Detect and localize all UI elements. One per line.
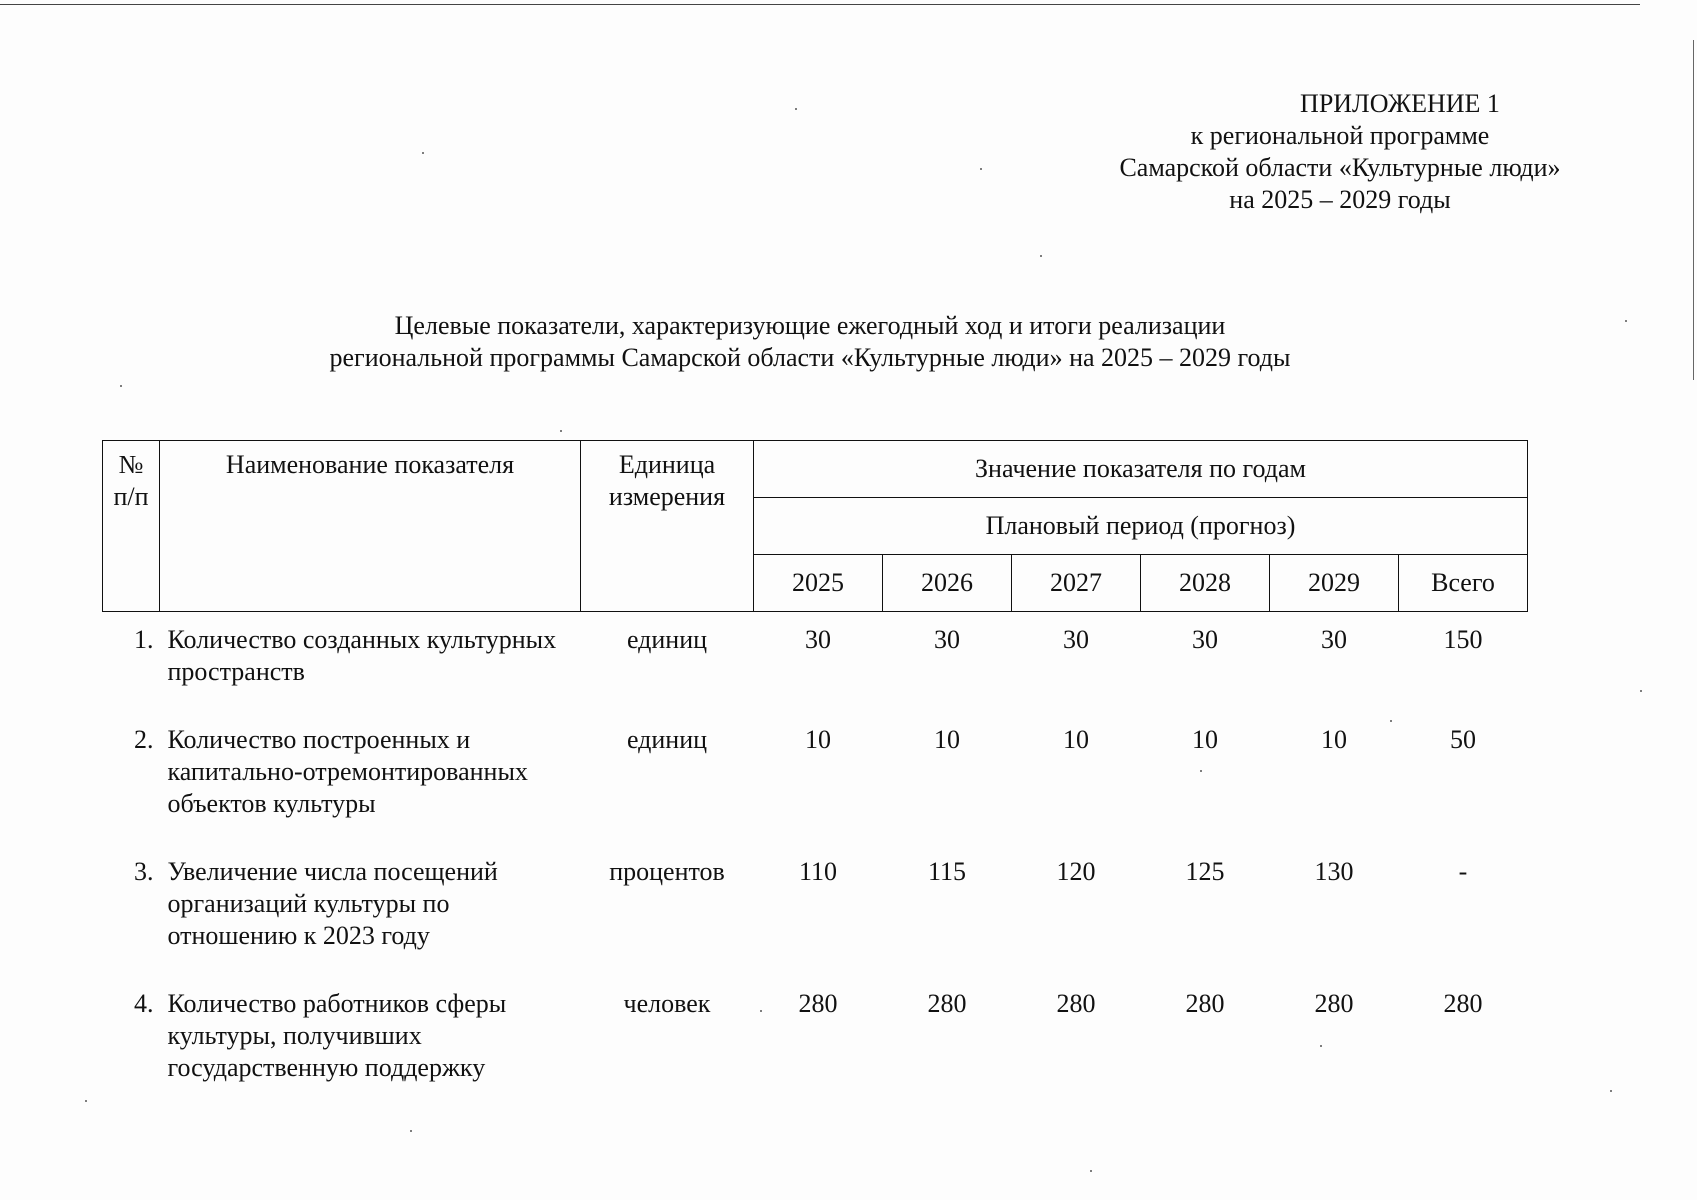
table-header	[103, 441, 1528, 612]
table-row	[103, 844, 1528, 976]
row-value-2027: 120	[1056, 857, 1096, 886]
row-number: 1.	[134, 625, 154, 654]
row-value-2025: 110	[798, 857, 838, 886]
row-indicator-name: Увеличение числа посещений организаций культуры по отношению к 2023 году	[167, 857, 498, 950]
row-value-total: 280	[1443, 989, 1483, 1018]
header-num-label: № п/п	[113, 450, 149, 511]
header-period: Плановый период (прогноз)	[754, 498, 1528, 555]
row-value-2026: 30	[934, 625, 960, 654]
title-line-2: региональной программы Самарской области «Культурные люди» на 2025 – 2029 годы	[329, 343, 1291, 372]
indicators-table	[102, 440, 1528, 1108]
table-row	[103, 976, 1528, 1108]
table-row	[103, 712, 1528, 844]
header-year-2029: 2029	[1270, 555, 1399, 612]
scan-edge-right	[1693, 40, 1694, 380]
header-total: Всего	[1399, 555, 1528, 612]
row-value-2027: 280	[1056, 989, 1096, 1018]
row-value-2025: 10	[805, 725, 831, 754]
row-value-total: -	[1458, 857, 1468, 886]
row-number: 3.	[134, 857, 154, 886]
header-unit-label: Единица измерения	[608, 450, 726, 511]
appendix-line-3: Самарской области «Культурные люди»	[1119, 153, 1561, 182]
row-value-2025: 280	[798, 989, 838, 1018]
appendix-line-4: на 2025 – 2029 годы	[1229, 185, 1451, 214]
row-unit: единиц	[626, 625, 708, 654]
header-year-2025: 2025	[754, 555, 883, 612]
row-unit: единиц	[626, 725, 708, 754]
table-row	[103, 612, 1528, 713]
row-value-2026: 280	[927, 989, 967, 1018]
row-number: 2.	[134, 725, 154, 754]
header-year-2027: 2027	[1012, 555, 1141, 612]
title-line-1: Целевые показатели, характеризующие ежегодный ход и итоги реализации	[394, 311, 1226, 340]
row-number: 4.	[134, 989, 154, 1018]
header-name	[160, 441, 581, 612]
row-indicator-name: Количество работников сферы культуры, получивших государственную поддержку	[167, 989, 507, 1082]
row-value-2028: 280	[1185, 989, 1225, 1018]
row-value-2029: 130	[1314, 857, 1354, 886]
row-indicator-name: Количество построенных и капитально-отремонтированных объектов культуры	[167, 725, 528, 818]
header-name-label: Наименование показателя	[225, 450, 515, 479]
scan-edge-top	[0, 4, 1640, 5]
row-value-2026: 10	[934, 725, 960, 754]
header-num	[103, 441, 160, 612]
row-value-2029: 10	[1321, 725, 1347, 754]
row-value-2025: 30	[805, 625, 831, 654]
header-year-2026: 2026	[883, 555, 1012, 612]
row-unit: человек	[623, 989, 711, 1018]
row-value-2028: 125	[1185, 857, 1225, 886]
document-title	[180, 310, 1440, 374]
row-value-2026: 115	[927, 857, 967, 886]
header-unit	[581, 441, 754, 612]
row-value-2029: 280	[1314, 989, 1354, 1018]
row-value-2029: 30	[1321, 625, 1347, 654]
row-value-2028: 30	[1192, 625, 1218, 654]
row-value-2027: 30	[1063, 625, 1089, 654]
row-value-total: 150	[1443, 625, 1483, 654]
appendix-line-2: к региональной программе	[1190, 121, 1490, 150]
appendix-header	[1060, 88, 1620, 216]
row-value-2027: 10	[1063, 725, 1089, 754]
row-value-total: 50	[1450, 725, 1476, 754]
row-value-2028: 10	[1192, 725, 1218, 754]
header-year-2028: 2028	[1141, 555, 1270, 612]
row-unit: процентов	[609, 857, 725, 886]
table-body	[103, 612, 1528, 1109]
row-indicator-name: Количество созданных культурных пространств	[167, 625, 557, 686]
header-values-group: Значение показателя по годам	[754, 441, 1528, 498]
appendix-number: ПРИЛОЖЕНИЕ 1	[1300, 89, 1500, 118]
